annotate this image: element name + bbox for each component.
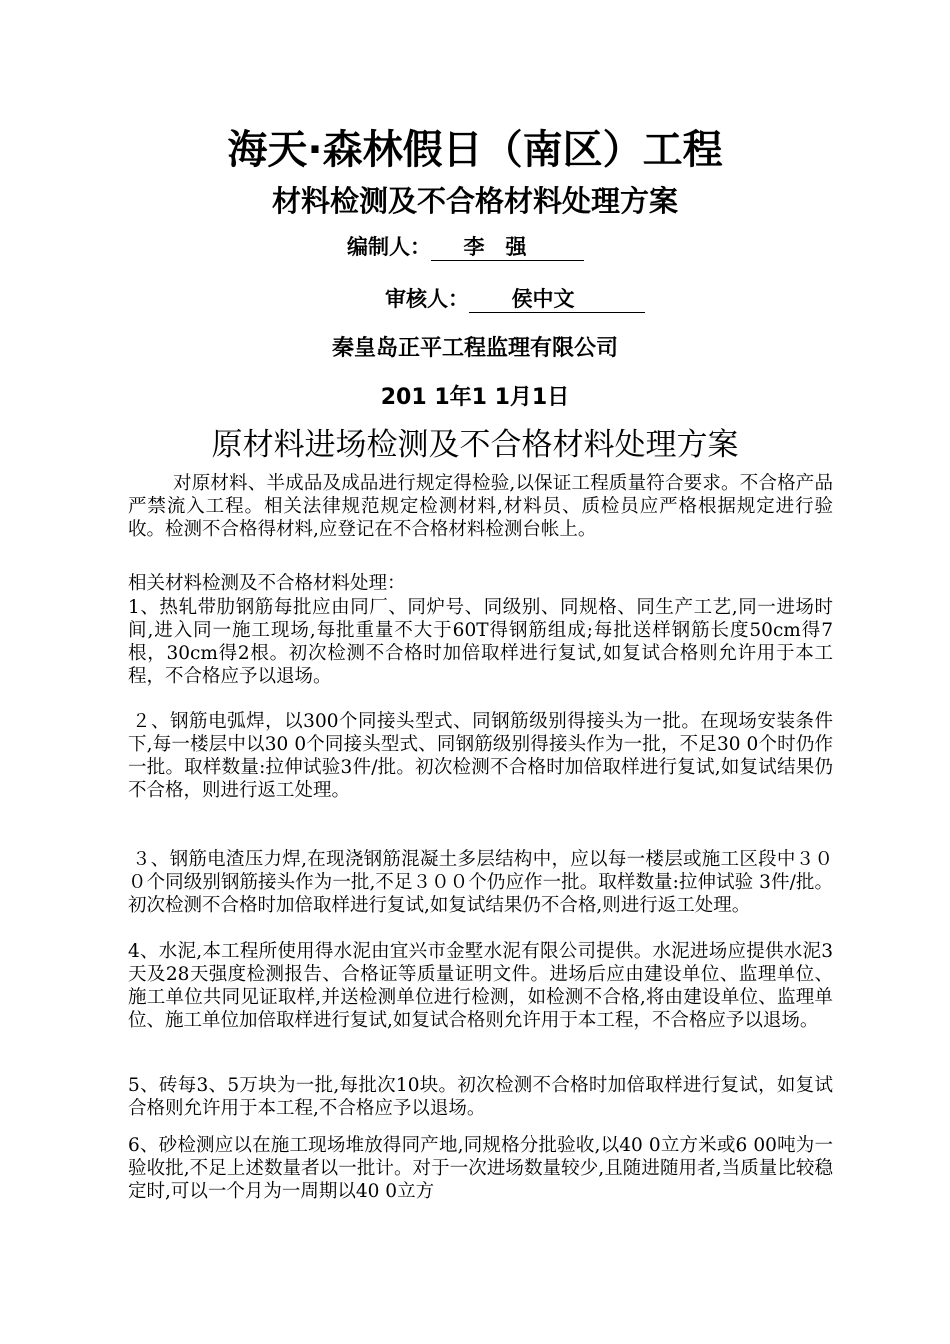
item-1-paragraph: 1、热轧带肋钢筋每批应由同厂、同炉号、同级别、同规格、同生产工艺,同一进场时间,进入同一施工现场,每批重量不大于60T得钢筋组成;每批送样钢筋长度50cm得7根，30cm得2根。初次检测不合格时加倍取样进行复试,如复试合格则允许用于本工程，不合格应予以退场。: [128, 597, 833, 687]
document-subtitle: 材料检测及不合格材料处理方案: [271, 184, 678, 218]
document-title: 海天·森林假日（南区）工程: [227, 127, 723, 173]
compiler-label: 编制人：: [347, 235, 431, 259]
item-6-paragraph: 6、砂检测应以在施工现场堆放得同产地,同规格分批验收,以40 0立方米或6 00吨为一验收批,不足上述数量者以一批计。对于一次进场数量较少,且随进随用者,当质量比较稳定时,可以一个月为一周期以40 0立方: [128, 1135, 833, 1202]
intro-paragraph: 对原材料、半成品及成品进行规定得检验,以保证工程质量符合要求。不合格产品严禁流入工程。相关法律规范规定检测材料,材料员、质检员应严格根据规定进行验收。检测不合格得材料,应登记在不合格材料检测台帐上。: [128, 473, 833, 540]
item-3-paragraph: ３、钢筋电渣压力焊,在现浇钢筋混凝土多层结构中，应以每一楼层或施工区段中３００个同级别钢筋接头作为一批,不足３００个仍应作一批。取样数量:拉伸试验 3件/批。初次检测不合格时加倍取样进行复试,如复试结果仍不合格,则进行返工处理。: [128, 849, 833, 916]
reviewer-line: [385, 284, 645, 314]
item-2-paragraph: ２、钢筋电弧焊，以300个同接头型式、同钢筋级别得接头为一批。在现场安装条件下,每一楼层中以30 0个同接头型式、同钢筋级别得接头作为一批，不足30 0个时仍作一批。取样数量:拉伸试验3件/批。初次检测不合格时加倍取样进行复试,如复试结果仍不合格，则进行返工处理。: [128, 711, 833, 801]
item-5-paragraph: 5、砖每3、5万块为一批,每批次10块。初次检测不合格时加倍取样进行复试，如复试合格则允许用于本工程,不合格应予以退场。: [128, 1075, 833, 1119]
company-name: 秦皇岛正平工程监理有限公司: [331, 336, 618, 361]
reviewer-label: 审核人：: [385, 287, 469, 311]
item-4-paragraph: 4、水泥,本工程所使用得水泥由宜兴市金墅水泥有限公司提供。水泥进场应提供水泥3天及28天强度检测报告、合格证等质量证明文件。进场后应由建设单位、监理单位、施工单位共同见证取样,并送检测单位进行检测，如检测不合格,将由建设单位、监理单位、施工单位加倍取样进行复试,如复试合格则允许用于本工程，不合格应予以退场。: [128, 941, 833, 1031]
related-heading: 相关材料检测及不合格材料处理：: [128, 573, 406, 594]
compiler-line: [347, 232, 584, 262]
document-date: 201 1年1 1月1日: [380, 385, 570, 410]
compiler-name: 李 强: [431, 236, 584, 261]
section-title: 原材料进场检测及不合格材料处理方案: [211, 427, 739, 463]
reviewer-name: 侯中文: [469, 288, 645, 313]
